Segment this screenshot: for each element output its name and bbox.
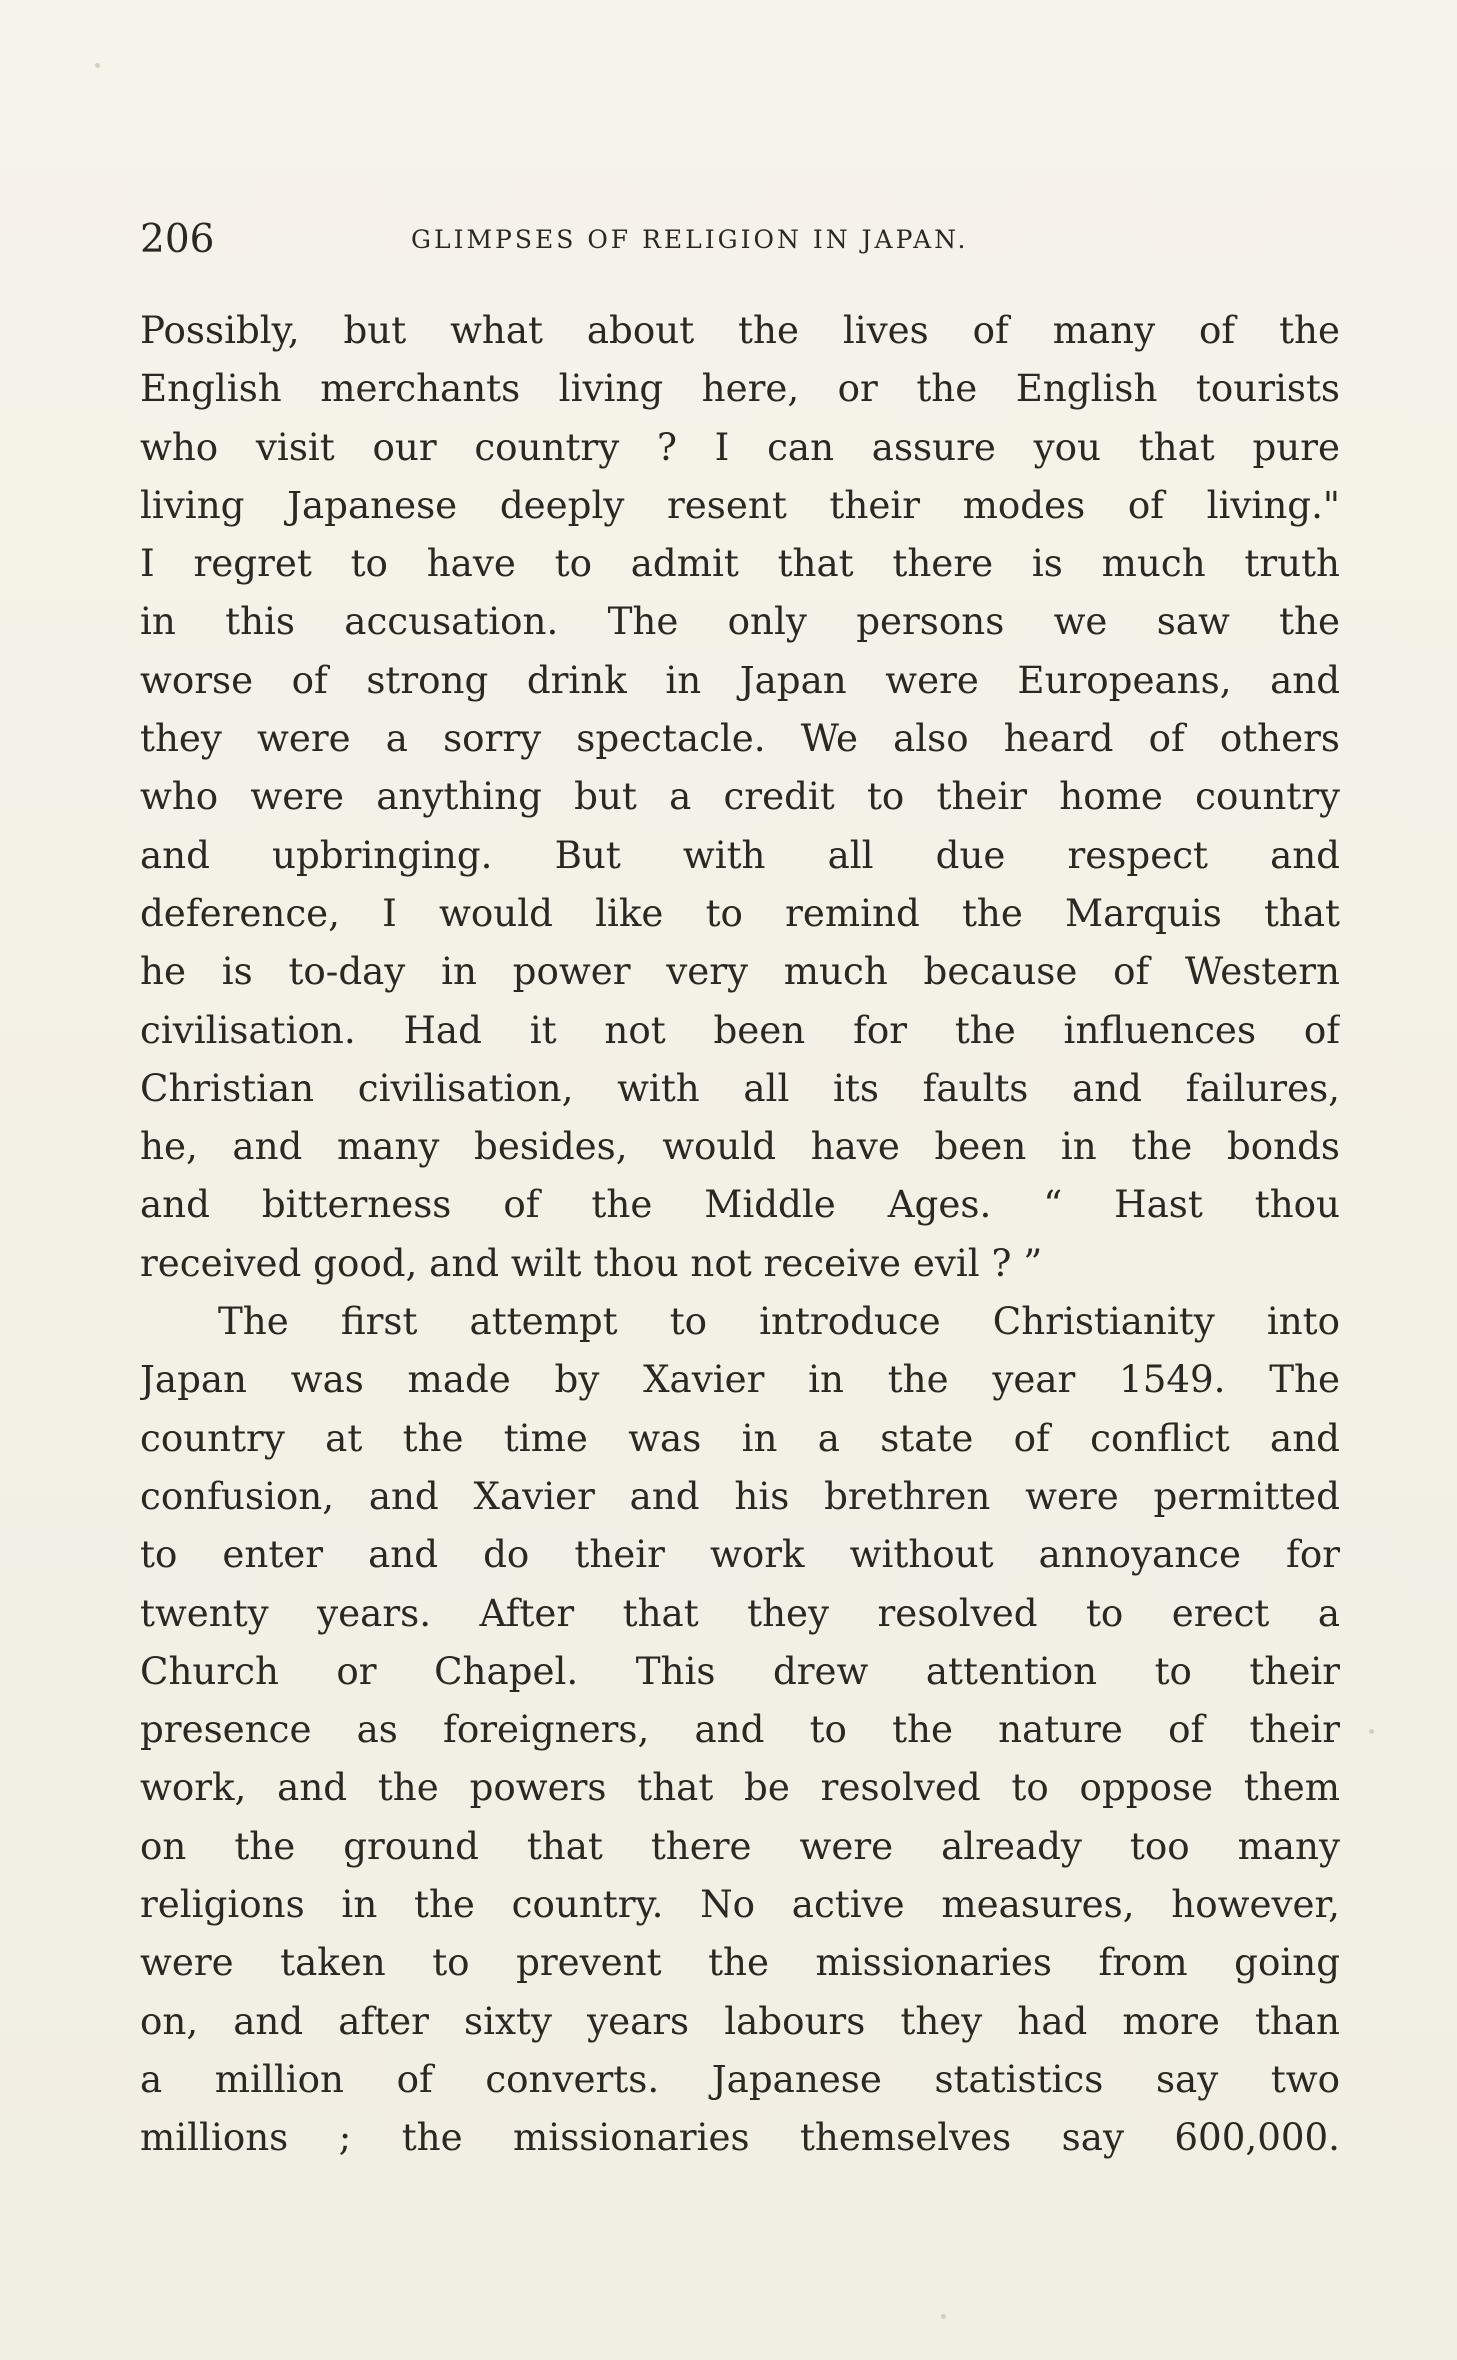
text-line: who were anything but a credit to their home country: [140, 774, 1340, 819]
page-number: 206: [140, 217, 215, 262]
text-line: presence as foreigners, and to the nature of their: [140, 1707, 1340, 1752]
text-line: he, and many besides, would have been in the bonds: [140, 1124, 1340, 1169]
text-line: English merchants living here, or the English tourists: [140, 366, 1340, 411]
text-line: Christian civilisation, with all its faults and failures,: [140, 1065, 1340, 1110]
text-line: Church or Chapel. This drew attention to their: [140, 1648, 1340, 1693]
text-line: I regret to have to admit that there is much truth: [140, 541, 1340, 586]
paragraph-start-line: The first attempt to introduce Christianity into: [218, 1299, 1340, 1344]
text-line: received good, and wilt thou not receive evil ? ”: [140, 1240, 1043, 1285]
paper-speck: [941, 2314, 946, 2319]
text-line: who visit our country ? I can assure you that pure: [140, 424, 1340, 469]
paper-speck: [1369, 1729, 1374, 1734]
body-text: [140, 301, 1340, 2167]
text-line: on the ground that there were already too many: [140, 1823, 1340, 1868]
page-header: [140, 216, 1320, 264]
text-line: he is to-day in power very much because of Western: [140, 949, 1340, 994]
text-line: religions in the country. No active measures, however,: [140, 1882, 1340, 1927]
text-line: a million of converts. Japanese statistics say two: [140, 2056, 1340, 2101]
text-line: in this accusation. The only persons we saw the: [140, 599, 1340, 644]
text-line: on, and after sixty years labours they had more than: [140, 1998, 1340, 2043]
text-line: and upbringing. But with all due respect and: [140, 832, 1340, 877]
text-line: civilisation. Had it not been for the influences of: [140, 1007, 1340, 1052]
paper-speck: [95, 63, 100, 68]
text-line: millions ; the missionaries themselves say 600,000.: [140, 2115, 1340, 2160]
text-line: living Japanese deeply resent their modes of living.": [140, 482, 1340, 527]
running-title: GLIMPSES OF RELIGION IN JAPAN.: [411, 225, 969, 254]
text-line: and bitterness of the Middle Ages. “ Hast thou: [140, 1182, 1340, 1227]
text-line: confusion, and Xavier and his brethren were permitted: [140, 1473, 1340, 1518]
text-line: country at the time was in a state of conflict and: [140, 1415, 1340, 1460]
text-line: Possibly, but what about the lives of many of the: [140, 308, 1340, 352]
text-line: worse of strong drink in Japan were Europeans, and: [140, 657, 1340, 702]
text-line: they were a sorry spectacle. We also heard of others: [140, 716, 1340, 761]
text-line: twenty years. After that they resolved to erect a: [140, 1590, 1340, 1635]
text-line: were taken to prevent the missionaries from going: [140, 1940, 1340, 1985]
text-line: Japan was made by Xavier in the year 1549. The: [140, 1357, 1340, 1402]
text-line: deference, I would like to remind the Marquis that: [140, 890, 1340, 935]
text-line: to enter and do their work without annoyance for: [140, 1532, 1340, 1577]
text-line: work, and the powers that be resolved to oppose them: [140, 1765, 1340, 1810]
